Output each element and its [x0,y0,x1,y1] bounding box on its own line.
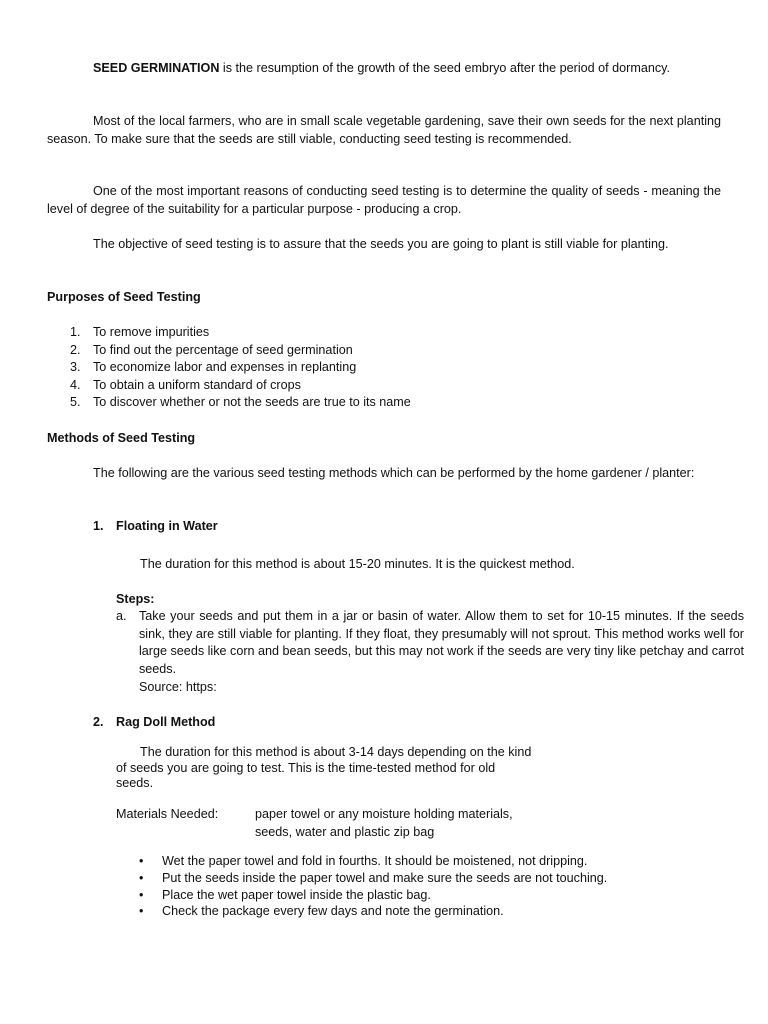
paragraph-objective: The objective of seed testing is to assure that the seeds you are going to plant is still viable for planting. [93,237,669,251]
source-link[interactable]: Source: https: [139,680,217,694]
bullet-text: Check the package every few days and note the germination. [162,904,504,919]
list-text: To economize labor and expenses in replanting [93,360,357,375]
method-1-heading [93,518,693,536]
list-number: 5. [70,395,81,410]
step-a [116,608,744,678]
list-item [47,377,721,395]
term-seed-germination: SEED GERMINATION [93,61,220,75]
method-number: 1. [93,519,104,533]
step-text: Take your seeds and put them in a jar or basin of water. Allow them to set for 10-15 minutes. If the seeds sink, they are still viable for planting. If they float, they presumably will not sprout. This method works well for large seeds like corn and bean seeds, but this may not work if the seeds are very tiny like petchay and carrot seeds. [139,609,744,676]
method-2-duration [116,745,676,792]
paragraph-local-farmers: Most of the local farmers, who are in small scale vegetable gardening, save their own seeds for the next planting season. To make sure that the seeds are still viable, conducting seed testing is recommended. [47,114,721,146]
heading-methods: Methods of Seed Testing [47,431,196,445]
heading-purposes: Purposes of Seed Testing [47,290,201,304]
bullet-text: Place the wet paper towel inside the plastic bag. [162,887,431,902]
method-number: 2. [93,715,104,729]
paragraph-reasons: One of the most important reasons of conducting seed testing is to determine the quality of seeds - meaning the level of degree of the suitability for a particular purpose - producing a crop. [47,184,721,216]
list-item [47,324,721,342]
materials-text: seeds, water and plastic zip bag [255,824,435,839]
list-text: To discover whether or not the seeds are true to its name [93,395,411,410]
list-text: To remove impurities [93,325,210,339]
materials-row [116,806,676,824]
list-text: To obtain a uniform standard of crops [93,377,301,392]
steps-label: Steps: [116,592,155,606]
method-title: Rag Doll Method [116,715,216,729]
list-number: 1. [70,325,81,339]
step-letter: a. [116,609,127,623]
bullet-icon: • [139,904,144,919]
list-number: 3. [70,360,81,375]
list-item [135,853,725,870]
method-1-duration: The duration for this method is about 15-20 minutes. It is the quickest method. [140,557,575,571]
intro-definition [47,60,721,78]
list-item [135,903,725,920]
list-item [47,342,721,360]
ragdoll-steps [135,853,725,920]
duration-line: of seeds you are going to test. This is the time-tested method for old [116,760,496,775]
list-text: To find out the percentage of seed germination [93,342,353,357]
list-item [135,887,725,904]
list-item [47,394,721,412]
bullet-icon: • [139,870,144,885]
definition-text: is the resumption of the growth of the seed embryo after the period of dormancy. [219,61,671,75]
duration-line: The duration for this method is about 3-14 days depending on the kind [140,745,532,759]
bullet-text: Wet the paper towel and fold in fourths. It should be moistened, not dripping. [162,854,588,868]
method-title: Floating in Water [116,519,218,533]
bullet-icon: • [139,854,144,868]
list-item [47,359,721,377]
bullet-icon: • [139,887,144,902]
materials-needed [116,806,676,841]
materials-label: Materials Needed: [116,807,219,821]
list-number: 4. [70,377,81,392]
duration-line: seeds. [116,776,154,790]
materials-text: paper towel or any moisture holding materials, [255,807,513,821]
list-number: 2. [70,342,81,357]
method-2-heading [93,714,693,732]
materials-row [116,824,676,842]
bullet-text: Put the seeds inside the paper towel and make sure the seeds are not touching. [162,870,608,885]
methods-intro: The following are the various seed testing methods which can be performed by the home gardener / planter: [93,466,695,480]
purposes-list [47,324,721,412]
materials-spacer [116,824,255,842]
list-item [135,870,725,887]
